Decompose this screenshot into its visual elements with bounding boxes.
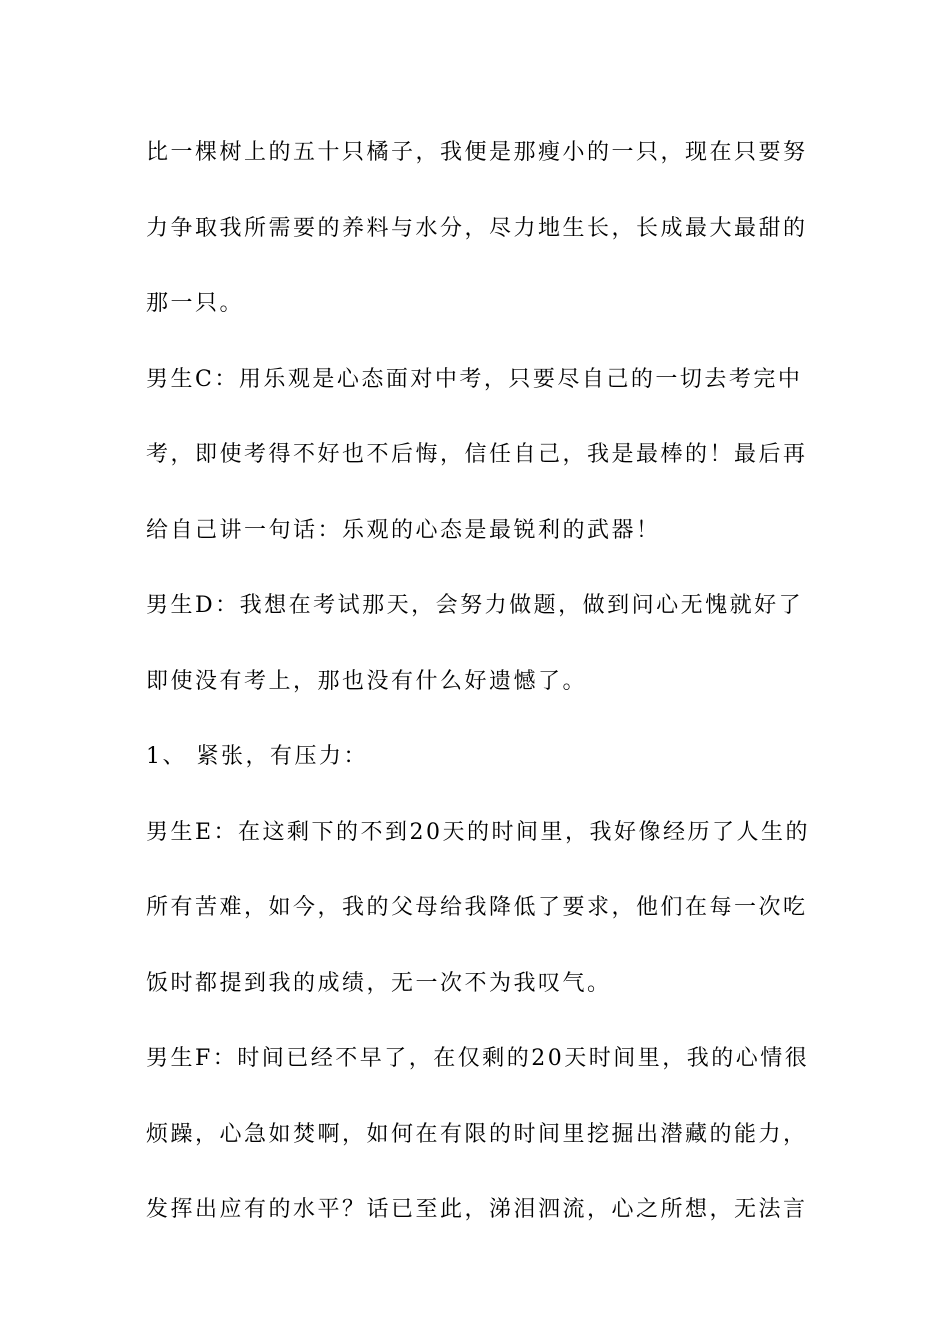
text-line: 给自己讲一句话：乐观的心态是最锐利的武器！ bbox=[146, 517, 661, 543]
text-line: 饭时都提到我的成绩，无一次不为我叹气。 bbox=[146, 970, 612, 996]
text-line: 男生D：我想在考试那天，会努力做题，做到问心无愧就好了 bbox=[146, 593, 804, 618]
text-line: 那一只。 bbox=[146, 291, 245, 316]
text-line: 发挥出应有的水平？话已至此，涕泪泗流，心之所想，无法言 bbox=[146, 1197, 808, 1222]
text-line: 所有苦难，如今，我的父母给我降低了要求，他们在每一次吃 bbox=[146, 895, 808, 920]
text-line: 男生E：在这剩下的不到20天的时间里，我好像经历了人生的 bbox=[146, 819, 811, 845]
text-line: 考，即使考得不好也不后悔，信任自己，我是最棒的！最后再 bbox=[146, 442, 808, 467]
text-line: 男生F：时间已经不早了，在仅剩的20天时间里，我的心情很 bbox=[146, 1046, 810, 1071]
text-line: 比一棵树上的五十只橘子，我便是那瘦小的一只，现在只要努 bbox=[146, 140, 808, 165]
list-heading: 1、 紧张，有压力： bbox=[146, 744, 368, 769]
text-line: 即使没有考上，那也没有什么好遗憾了。 bbox=[146, 668, 588, 694]
text-line: 男生C：用乐观是心态面对中考，只要尽自己的一切去考完中 bbox=[146, 366, 803, 392]
document-body bbox=[146, 131, 816, 1264]
text-line: 烦躁，心急如焚啊，如何在有限的时间里挖掘出潜藏的能力， bbox=[146, 1121, 808, 1147]
text-line: 力争取我所需要的养料与水分，尽力地生长，长成最大最甜的 bbox=[146, 215, 808, 241]
